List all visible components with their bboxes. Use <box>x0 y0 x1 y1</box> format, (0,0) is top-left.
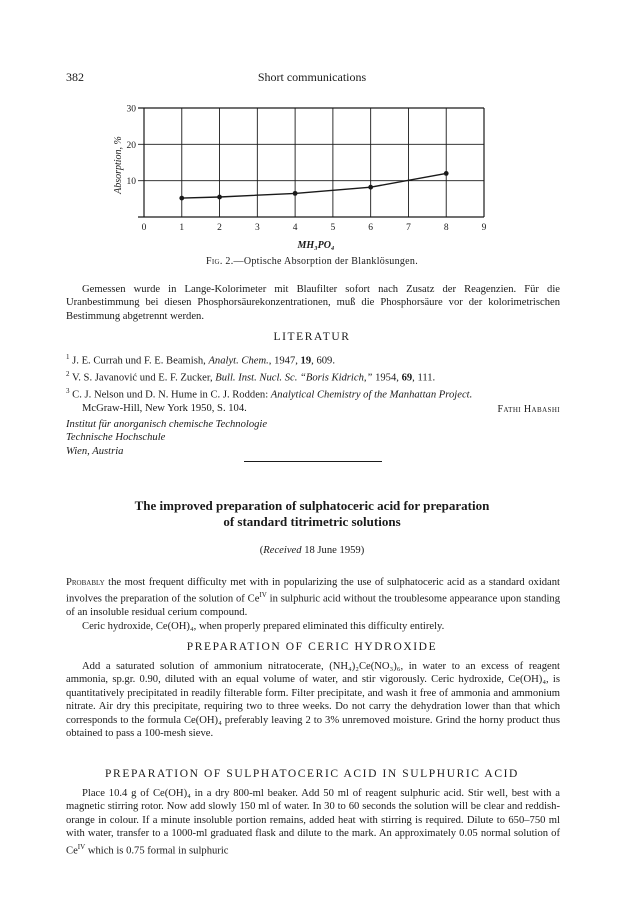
reference-item: $^3$ C. J. Nelson und D. N. Hume in C. J. Rodden: Analytical Chemistry of the Manhattan Project. McGraw-Hill, New York 1950, S. 104. <box>66 386 473 414</box>
chart-x-tick-label: 3 <box>254 223 260 233</box>
institution-line: Wien, Austria <box>66 445 124 457</box>
chart-y-tick-label: 20 <box>126 140 136 151</box>
author-name: Fathi Habashi <box>497 404 560 415</box>
chart-x-tick-label: 2 <box>217 223 222 233</box>
reference-list <box>66 351 560 415</box>
figure-caption-text: —Optische Absorption der Blanklösungen. <box>233 256 419 267</box>
chart-y-axis-label: Absorption, % <box>113 136 124 194</box>
section-ceric-hydroxide-text: Add a saturated solution of ammonium nitratocerate, (NH₄)₂Ce(NO₃)₆, in water to an excess of reagent ammonia, sp.gr. 0.90, diluted with an equal volume of water, and stir vigorously. Ceric hydroxide, Ce(OH)₄, is quantitatively precipitated in readily filterable form. Filter precipitate, and wash it free of ammonia and ammonium nitrate. Air dry this precipitate, requiring two to three weeks. Do not carry the dehydration lower than that which corresponds to the formula Ce(OH)₄ preferably leaving 2 to 3% unremoved moisture. Grind the horny product thus obtained to pass a 100-mesh sieve. <box>66 661 560 740</box>
literatur-heading: LITERATUR <box>273 331 351 343</box>
figure-caption <box>0 256 624 267</box>
chart-x-tick-label: 5 <box>330 223 336 233</box>
article-title: The improved preparation of sulphatoceric acid for preparation of standard titrimetric solutions <box>134 498 490 529</box>
chart-x-tick-label: 9 <box>481 223 487 233</box>
chart-x-tick-label: 0 <box>141 223 147 233</box>
institution-block <box>66 418 267 458</box>
section-heading-sulphatoceric-acid: PREPARATION OF SULPHATOCERIC ACID IN SULPHURIC ACID <box>105 768 519 780</box>
chart-y-tick-label: 30 <box>126 104 136 115</box>
running-head: Short communications <box>257 70 367 84</box>
section-sulphatoceric-acid-text: Place 10.4 g of Ce(OH)₄ in a dry 800-ml beaker. Add 50 ml of reagent sulphuric acid. Stir well, best with a magnetic stirring rotor. Now add slowly 150 ml of water. In 30 to 60 seconds the solution will be clear and reddish-orange in colour. If a minute insoluble portion remains, added heat with stirring is required. Dilute to 650–750 ml with water, transfer to a 1000-ml graduated flask and dilute to the mark. An approximately 0.05 normal solution of $Ce^{IV}$ which is 0.75 formal in sulphuric <box>66 788 560 857</box>
received-date: (Received 18 June 1959) <box>259 545 365 556</box>
institution-line: Technische Hochschule <box>66 432 166 444</box>
chart-y-tick-label: 10 <box>126 177 136 188</box>
chart-x-axis-label: MH₃PO₄ <box>297 240 335 251</box>
chart-x-tick-label: 6 <box>368 223 374 233</box>
introduction-text: Probably the most frequent difficulty met with in popularizing the use of sulphatoceric acid as a standard oxidant involves the preparation of the solution of $Ce^{IV}$ in sulphuric acid without the troublesome appearance upon standing of an insoluble residual cerium compound. Ceric hydroxide, Ce(OH)₄, when properly prepared eliminated this difficulty entirely. <box>66 577 560 632</box>
reference-item: $^1$ J. E. Currah und F. E. Beamish, Analyt. Chem., 1947, 19, 609. <box>66 353 335 367</box>
figure-caption-label: Fig. 2. <box>205 256 234 267</box>
chart-data-point <box>444 171 449 176</box>
chart-x-tick-label: 1 <box>179 223 185 233</box>
institution-line: Institut für anorganisch chemische Technologie <box>66 419 268 430</box>
section-heading-ceric-hydroxide: PREPARATION OF CERIC HYDROXIDE <box>186 641 438 653</box>
intro-paragraph: Gemessen wurde in Lange-Kolorimeter mit Blaufilter sofort nach Zusatz der Reagenzien. Für die Uranbestimmung bei diesen Phosphorsäurekonzentrationen, muß die Phosphorsäure vor der kolorimetrischen Bestimmung abgetrennt werden. <box>66 284 560 322</box>
chart-data-point <box>217 195 222 200</box>
chart-x-tick-label: 8 <box>443 223 449 233</box>
absorption-chart <box>0 0 624 260</box>
chart-data-point <box>179 196 184 201</box>
chart-x-tick-label: 7 <box>406 223 411 233</box>
chart-data-point <box>368 185 373 190</box>
section-divider <box>244 461 382 462</box>
chart-x-tick-label: 4 <box>292 223 298 233</box>
page-number: 382 <box>66 70 84 84</box>
chart-series-line <box>182 173 446 198</box>
chart-data-point <box>293 191 298 196</box>
reference-item: $^2$ V. S. Javanović und E. F. Zucker, Bull. Inst. Nucl. Sc. “Boris Kidrich,” 1954, 69, 111. <box>66 369 436 384</box>
